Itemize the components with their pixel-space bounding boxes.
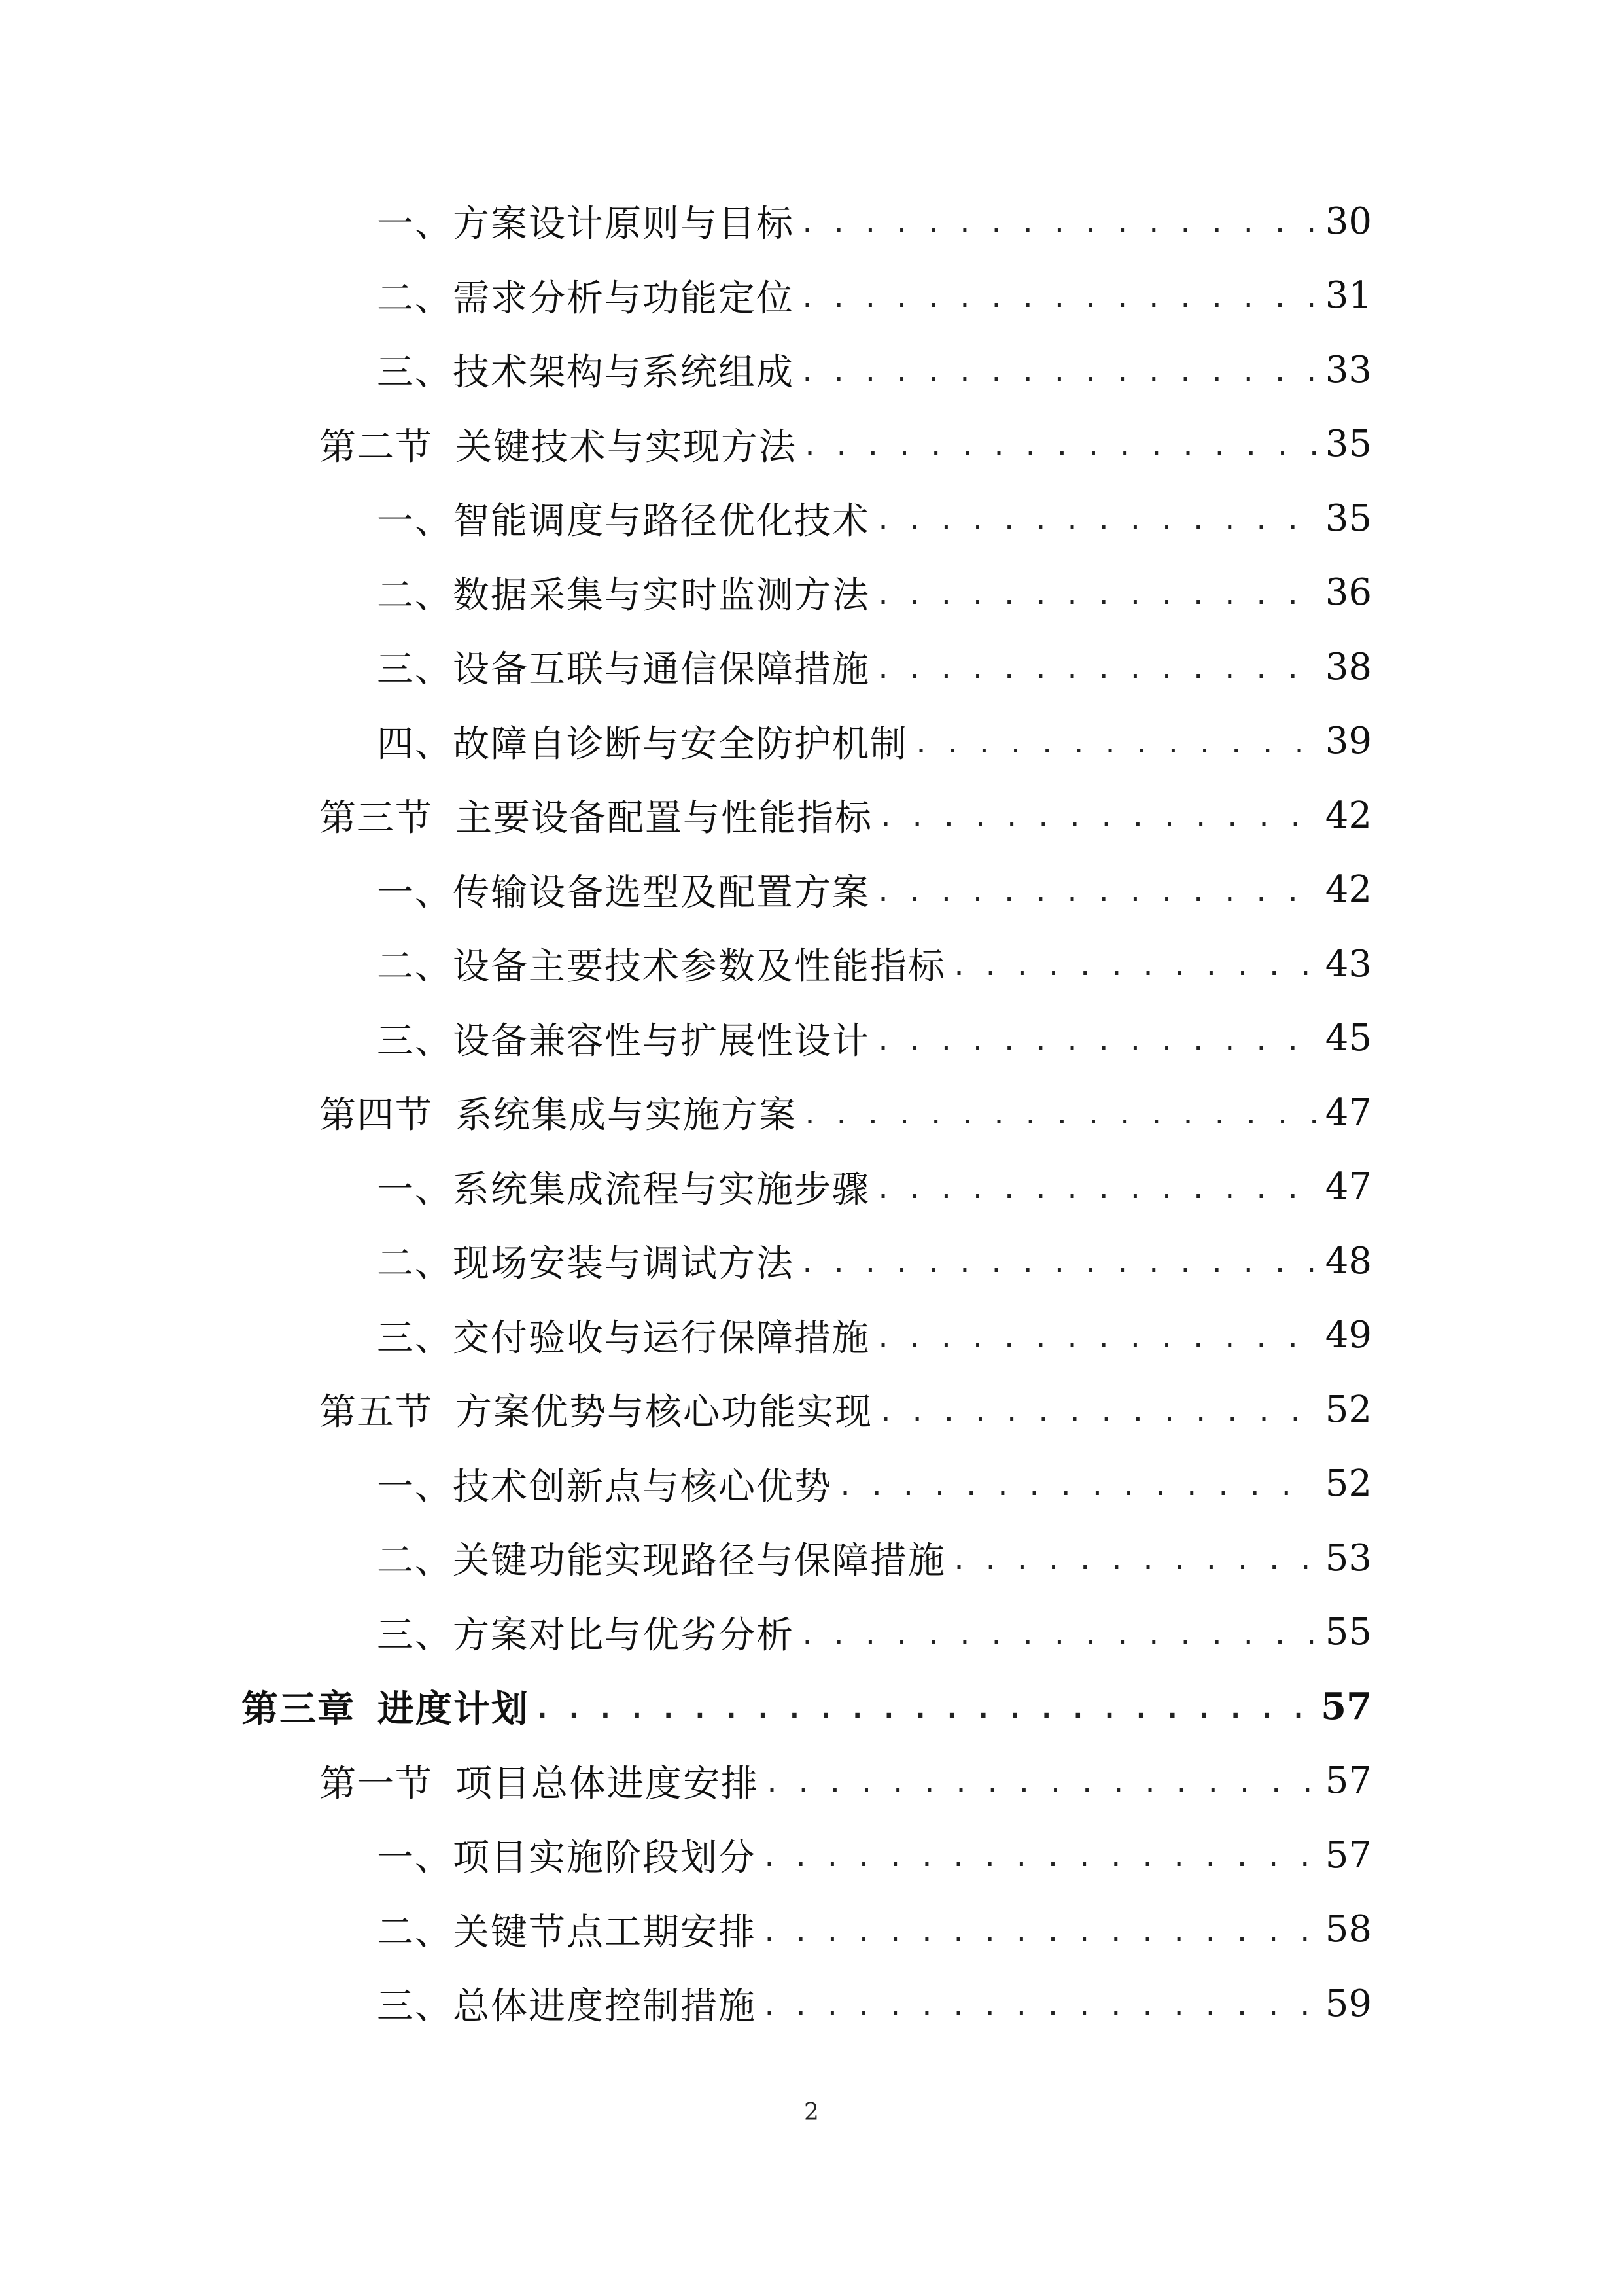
toc-entry-title — [377, 1161, 870, 1213]
toc-entry-number: 三、 — [377, 1316, 453, 1360]
toc-entry-text: 系统集成流程与实施步骤 — [453, 1168, 870, 1211]
toc-entry-number: 一、 — [377, 1465, 453, 1508]
toc-entry[interactable] — [377, 1299, 1372, 1372]
toc-entry-text: 方案对比与优劣分析 — [453, 1614, 794, 1657]
toc-entry[interactable] — [319, 1744, 1372, 1818]
toc-dot-leader — [761, 1845, 1316, 1871]
toc-entry-number: 第五节 — [319, 1391, 433, 1434]
toc-entry-text: 传输设备选型及配置方案 — [453, 871, 870, 914]
toc-entry-page: 52 — [1325, 1388, 1372, 1431]
toc-entry-title — [377, 195, 794, 247]
toc-entry-title — [377, 270, 794, 322]
toc-entry-page: 53 — [1325, 1536, 1372, 1580]
toc-entry-title — [377, 1606, 794, 1659]
toc-entry-title — [319, 1086, 797, 1139]
toc-entry-number: 二、 — [377, 1540, 453, 1582]
toc-entry[interactable] — [377, 556, 1372, 629]
toc-entry-number: 一、 — [377, 871, 453, 914]
toc-entry-text: 数据采集与实时监测方法 — [453, 574, 870, 617]
toc-entry-text: 现场安装与调试方法 — [453, 1243, 794, 1285]
page-number: 2 — [804, 2099, 819, 2126]
toc-entry-page: 49 — [1325, 1314, 1372, 1356]
toc-entry-title — [319, 1755, 759, 1807]
toc-entry[interactable] — [377, 705, 1372, 778]
toc-dot-leader — [837, 1474, 1316, 1500]
toc-entry-page: 31 — [1325, 274, 1372, 317]
toc-entry-title — [377, 1532, 946, 1584]
toc-dot-leader — [878, 805, 1316, 831]
toc-entry-number: 一、 — [377, 1168, 453, 1211]
toc-entry-text: 方案优势与核心功能实现 — [455, 1391, 873, 1434]
toc-entry[interactable] — [377, 1002, 1372, 1075]
toc-entry-page: 45 — [1325, 1017, 1372, 1059]
toc-entry-number: 一、 — [377, 500, 453, 542]
toc-dot-leader — [875, 1028, 1316, 1054]
toc-dot-leader — [799, 1250, 1316, 1277]
toc-dot-leader — [913, 731, 1316, 757]
toc-entry-text: 系统集成与实施方案 — [455, 1094, 797, 1137]
toc-entry[interactable] — [319, 408, 1372, 481]
toc-entry[interactable] — [377, 1967, 1372, 2040]
toc-entry-page: 36 — [1325, 571, 1372, 614]
toc-entry-number: 二、 — [377, 574, 453, 617]
toc-dot-leader — [802, 434, 1316, 460]
toc-entry-number: 第四节 — [319, 1094, 433, 1137]
toc-entry-page: 39 — [1325, 720, 1372, 762]
toc-entry[interactable] — [377, 1893, 1372, 1966]
toc-entry-text: 方案设计原则与目标 — [453, 203, 794, 245]
toc-entry-page: 52 — [1325, 1462, 1372, 1505]
toc-entry-text: 进度计划 — [377, 1687, 529, 1731]
toc-entry-text: 主要设备配置与性能指标 — [455, 797, 873, 839]
toc-entry-page: 58 — [1325, 1908, 1372, 1951]
toc-entry[interactable] — [377, 630, 1372, 703]
toc-entry[interactable] — [377, 185, 1372, 258]
toc-dot-leader — [951, 1547, 1316, 1574]
toc-entry[interactable] — [377, 482, 1372, 555]
toc-entry-title — [319, 418, 797, 470]
toc-dot-leader — [799, 211, 1316, 237]
toc-entry-text: 技术创新点与核心优势 — [453, 1465, 832, 1508]
toc-entry-text: 项目总体进度安排 — [455, 1762, 759, 1805]
toc-entry-page: 42 — [1325, 794, 1372, 837]
toc-entry-page: 43 — [1325, 942, 1372, 985]
toc-entry-text: 项目实施阶段划分 — [453, 1837, 756, 1879]
toc-entry[interactable] — [377, 1596, 1372, 1669]
toc-entry-page: 38 — [1325, 645, 1372, 688]
toc-dot-leader — [875, 1325, 1316, 1351]
toc-dot-leader — [534, 1696, 1312, 1722]
toc-entry-page: 57 — [1321, 1685, 1372, 1728]
toc-entry-number: 一、 — [377, 203, 453, 245]
toc-entry-text: 关键功能实现路径与保障措施 — [453, 1540, 946, 1582]
toc-entry-text: 关键节点工期安排 — [453, 1911, 756, 1954]
toc-entry-page: 57 — [1325, 1833, 1372, 1877]
toc-entry[interactable] — [377, 1150, 1372, 1224]
toc-entry-page: 35 — [1325, 497, 1372, 540]
toc-entry[interactable] — [319, 1373, 1372, 1446]
toc-entry-number: 四、 — [377, 722, 453, 766]
toc-dot-leader — [761, 1919, 1316, 1945]
toc-entry-title — [377, 344, 794, 396]
toc-entry-number: 三、 — [377, 648, 453, 691]
toc-entry[interactable] — [241, 1670, 1372, 1743]
toc-entry[interactable] — [377, 1447, 1372, 1521]
toc-dot-leader — [761, 1993, 1316, 2019]
toc-entry-text: 设备兼容性与扩展性设计 — [453, 1019, 870, 1063]
toc-entry-number: 三、 — [377, 351, 453, 394]
toc-entry-page: 47 — [1325, 1091, 1372, 1134]
toc-entry-title — [377, 641, 870, 693]
toc-entry-text: 故障自诊断与安全防护机制 — [453, 722, 908, 766]
toc-entry-title — [377, 938, 946, 990]
toc-entry[interactable] — [319, 1076, 1372, 1149]
toc-entry-page: 47 — [1325, 1165, 1372, 1208]
toc-entry-page: 57 — [1325, 1759, 1372, 1802]
toc-entry-title — [377, 1829, 756, 1881]
toc-entry[interactable] — [319, 779, 1372, 852]
toc-entry-number: 二、 — [377, 277, 453, 320]
toc-entry-number: 二、 — [377, 1243, 453, 1285]
toc-dot-leader — [875, 656, 1316, 682]
toc-dot-leader — [875, 582, 1316, 609]
toc-entry-number: 三、 — [377, 1985, 453, 2028]
toc-entry-page: 30 — [1325, 200, 1372, 243]
toc-entry-page: 59 — [1325, 1982, 1372, 2025]
toc-entry-text: 技术架构与系统组成 — [453, 351, 794, 394]
toc-dot-leader — [878, 1399, 1316, 1425]
toc-entry-page: 42 — [1325, 868, 1372, 911]
toc-entry-text: 关键技术与实现方法 — [455, 425, 797, 468]
toc-entry-title — [377, 1309, 870, 1362]
toc-dot-leader — [875, 1176, 1316, 1203]
toc-entry-number: 一、 — [377, 1837, 453, 1879]
toc-dot-leader — [875, 879, 1316, 906]
toc-entry-number: 三、 — [377, 1614, 453, 1657]
toc-entry-title — [377, 1977, 756, 2030]
toc-entry-title — [319, 789, 873, 841]
toc-entry-page: 33 — [1325, 348, 1372, 391]
toc-entry-text: 交付验收与运行保障措施 — [453, 1316, 870, 1360]
toc-entry[interactable] — [377, 1818, 1372, 1892]
toc-entry[interactable] — [377, 1224, 1372, 1298]
toc-entry-title — [377, 1458, 832, 1510]
toc-entry[interactable] — [377, 259, 1372, 332]
toc-entry-page: 35 — [1325, 423, 1372, 465]
toc-entry-title — [377, 1235, 794, 1287]
toc-entry-text: 智能调度与路径优化技术 — [453, 500, 870, 542]
toc-entry[interactable] — [377, 1521, 1372, 1595]
toc-entry-number: 第二节 — [319, 425, 433, 468]
toc-dot-leader — [875, 508, 1316, 534]
toc-entry-number: 第三节 — [319, 797, 433, 839]
toc-dot-leader — [799, 359, 1316, 385]
toc-entry-title — [377, 567, 870, 619]
toc-entry-title — [377, 1903, 756, 1956]
toc-entry-number: 第一节 — [319, 1762, 433, 1805]
toc-entry-text: 需求分析与功能定位 — [453, 277, 794, 320]
toc-entry[interactable] — [377, 333, 1372, 406]
toc-entry-number: 三、 — [377, 1019, 453, 1063]
toc-entry-text: 设备主要技术参数及性能指标 — [453, 945, 946, 988]
toc-dot-leader — [951, 953, 1316, 980]
toc-entry-title — [319, 1383, 873, 1436]
toc-entry-page: 48 — [1325, 1239, 1372, 1282]
toc-entry-number: 二、 — [377, 945, 453, 988]
toc-entry[interactable] — [377, 927, 1372, 1000]
toc-entry-number: 第三章 — [241, 1687, 355, 1731]
toc-entry-title — [377, 492, 870, 544]
toc-entry-page: 55 — [1325, 1611, 1372, 1653]
toc-dot-leader — [799, 1622, 1316, 1648]
toc-entry-text: 设备互联与通信保障措施 — [453, 648, 870, 691]
toc-entry-number: 二、 — [377, 1911, 453, 1954]
toc-entry[interactable] — [377, 853, 1372, 927]
toc-entry-title — [377, 715, 908, 768]
toc-dot-leader — [764, 1771, 1316, 1797]
toc-entry-title — [241, 1680, 529, 1733]
toc-entry-text: 总体进度控制措施 — [453, 1985, 756, 2028]
toc-entry-title — [377, 864, 870, 916]
toc-dot-leader — [802, 1102, 1316, 1128]
toc-dot-leader — [799, 285, 1316, 311]
toc-entry-title — [377, 1012, 870, 1065]
